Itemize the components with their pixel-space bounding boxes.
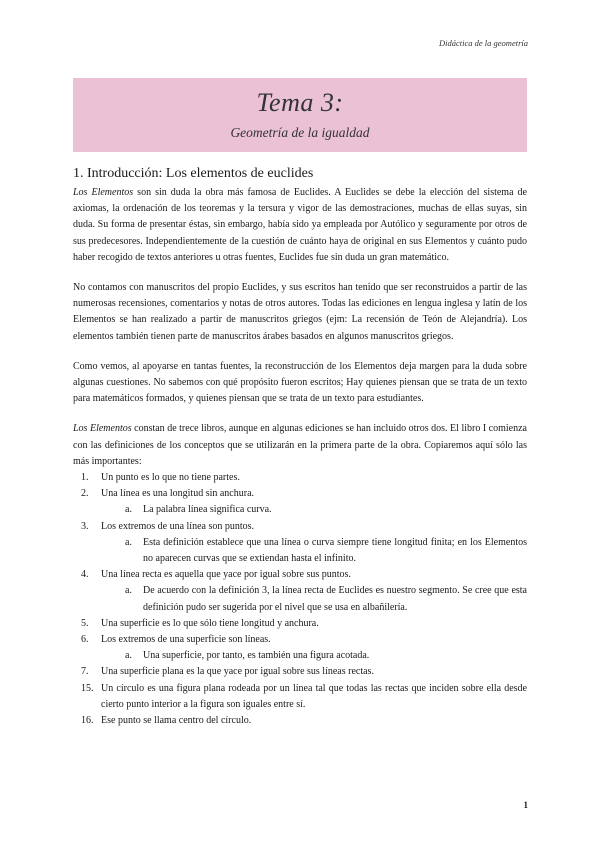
book-title: Los Elementos [73,187,134,198]
list-item: 15. Un círculo es una figura plana rodeada por un línea tal que todas las rectas que inciden sobre ella desde cierto punto interior a la figura son iguales entre sí. [81,682,527,710]
list-item: 3. Los extremos de una línea son puntos. [81,520,255,532]
paragraph-4 [73,421,527,470]
book-title: Los Elementos [73,423,132,435]
title-banner [73,78,527,152]
page-title: Tema 3: [256,88,344,117]
list-item: 16. Ese punto se llama centro del círculo. [81,715,252,727]
page-subtitle: Geometría de la igualdad [230,125,370,140]
list-item: 2. Una línea es una longitud sin anchura. [81,488,255,500]
list-subitem: a. La palabra línea significa curva. [125,504,272,516]
list-item: 6. Los extremos de una superficie son líneas. [81,634,271,646]
paragraph-3: Como vemos, al apoyarse en tantas fuentes, la reconstrucción de los Elementos deja margen para la duda sobre algunas cuestiones. No sabemos con qué propósito fueron escritos; Hay quienes piensan que se trata de un texto para matemáticos formados, y quienes piensan que se trata de un texto para estudiantes. [73,360,527,405]
list-item: 7. Una superficie plana es la que yace por igual sobre sus líneas rectas. [81,666,374,678]
paragraph-2: No contamos con manuscritos del propio Euclides, y sus escritos han tenido que ser reconstruidos a partir de las numerosas recensiones, comentarios y notas de otros autores. Todas las ediciones en lengua inglesa y latín de los Elementos se han realizado a partir de manuscritos griegos (ejm: La recensión de Teón de Alejandría). Los elementos también tienen parte de manuscritos árabes basados en algunos manuscritos griegos. [73,282,527,342]
list-subitem: a. De acuerdo con la definición 3, la línea recta de Euclides es nuestro segmento. Se cree que esta definición pudo ser sugerida por el nivel que se usa en albañilería. [125,585,527,613]
list-subitem: a. Esta definición establece que una línea o curva siempre tiene longitud finita; en los Elementos no aparecen curvas que se extiendan hasta el infinito. [125,536,527,565]
page-number: 1 [523,800,528,810]
list-subitem: a. Una superficie, por tanto, es también una figura acotada. [125,650,370,662]
running-header: Didáctica de la geometría [439,38,528,48]
list-item: 1. Un punto es lo que no tiene partes. [81,472,240,484]
paragraph-1-text: son sin duda la obra más famosa de Euclides. A Euclides se debe la elección del sistema de axiomas, la ordenación de los teoremas y la tersura y vigor de las demostraciones, muchas de ellas suyas, sin duda. Su forma de presentar éstas, sin embargo, había sido ya empleada por Autólico y seguramente por otros de sus predecesores. Independientemente de la cuestión de cuánto haya de original en sus Elementos y cuánto pudo haber recogido de textos anteriores u otras fuentes, Euclides fue sin duda un gran matemático. [73,187,527,263]
section-heading: 1. Introducción: Los elementos de euclides [73,166,314,181]
list-item: 4. Una línea recta es aquella que yace por igual sobre sus puntos. [81,569,351,581]
definitions-list [73,470,527,729]
paragraph-1 [73,185,527,266]
paragraph-4-text: constan de trece libros, aunque en algunas ediciones se han incluido otros dos. El libro I comienza con las definiciones de los conceptos que se utilizarán en la primera parte de la obra. Copiaremos aquí sólo las más importantes: [73,423,527,467]
list-item: 5. Una superficie es lo que sólo tiene longitud y anchura. [81,617,319,629]
body-content [73,165,527,729]
